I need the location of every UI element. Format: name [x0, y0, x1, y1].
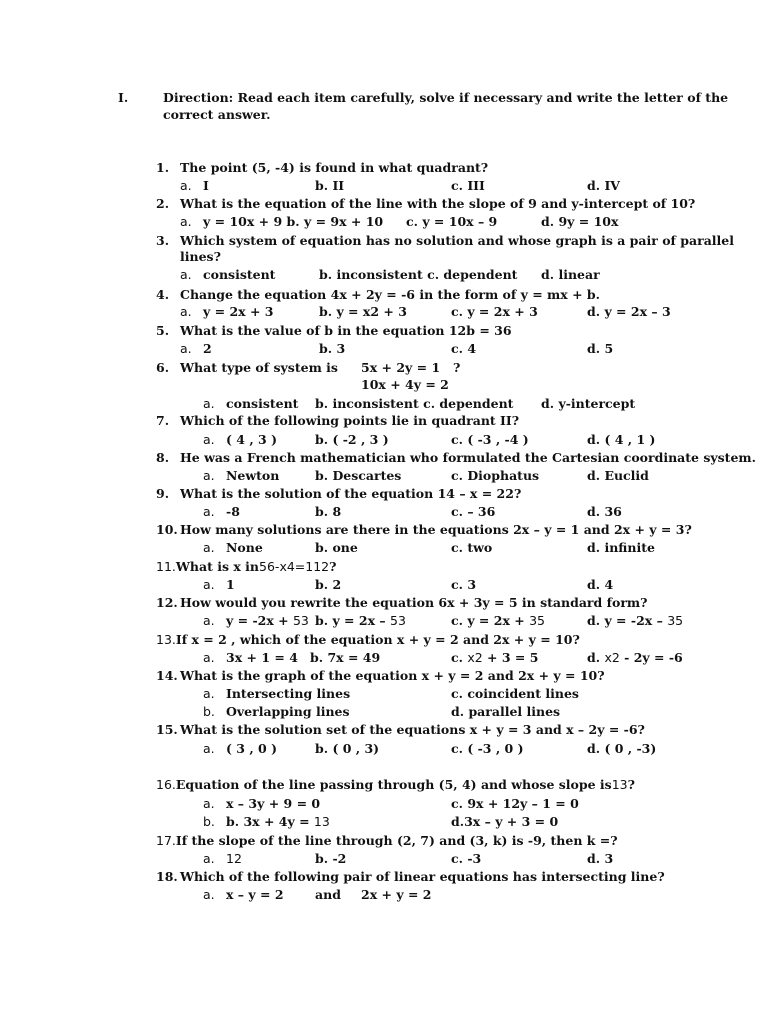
option-b: b. ( -2 , 3 ) [315, 432, 389, 447]
option-letter: a. [180, 267, 192, 282]
option-letter: a. [203, 577, 215, 592]
question-number: 17. [156, 833, 176, 848]
question-line [156, 632, 580, 648]
option-c: c. -3 [451, 851, 482, 866]
option-letter: a. [203, 540, 215, 555]
option-c-fraction: 35 [529, 613, 545, 628]
option-c-rest: + 3 = 5 [482, 650, 539, 665]
option-a: ( 3 , 0 ) [226, 741, 277, 756]
option-a [226, 613, 309, 629]
option-c: c. coincident lines [451, 686, 579, 701]
option-c: c. III [451, 178, 485, 193]
option-letter: a. [180, 178, 192, 193]
question-text: How many solutions are there in the equations 2x – y = 1 and 2x + y = 3? [180, 522, 692, 537]
option-b-text: b. y = 2x – [315, 613, 390, 628]
option-d-term: x2 [604, 650, 620, 665]
option-b-fraction: 13 [313, 814, 330, 829]
option-b: b. 2 [315, 577, 342, 592]
question-number: 18. [156, 869, 178, 884]
question-number: 7. [156, 413, 170, 428]
question-text: If the slope of the line through (2, 7) and (3, k) is -9, then k =? [175, 833, 618, 848]
option-c [451, 613, 545, 629]
option-d: d. 3 [587, 851, 614, 866]
option-b-text: b. 3x + 4y = [226, 814, 314, 829]
option-letter: a. [203, 851, 215, 866]
question-number: 4. [156, 287, 170, 302]
option-a-b: y = 10x + 9 b. y = 9x + 10 [203, 214, 384, 229]
question-number: 2. [156, 196, 170, 211]
equation-1: 5x + 2y = 1 [361, 360, 441, 375]
option-a-equation-2: 2x + y = 2 [361, 887, 432, 902]
option-a: None [226, 540, 263, 555]
question-number-text: 11. [156, 559, 176, 574]
equation-2: 10x + 4y = 2 [361, 377, 449, 392]
option-a: y = 2x + 3 [203, 304, 274, 319]
option-letter: a. [203, 686, 215, 701]
question-text: What is the solution set of the equations x + y = 3 and x – 2y = -6? [180, 722, 645, 737]
option-c: c. ( -3 , 0 ) [451, 741, 524, 756]
question-number: 8. [156, 450, 170, 465]
option-a: 12 [226, 851, 242, 866]
question-number: 6. [156, 360, 170, 375]
question-number: 3. [156, 233, 170, 248]
question-number [156, 559, 336, 575]
option-c-letter: c. [451, 650, 468, 665]
option-d: d. 5 [587, 341, 614, 356]
option-c [451, 650, 538, 666]
question-mark: ? [453, 360, 461, 375]
option-d-rest: - 2y = -6 [619, 650, 683, 665]
option-c: c. two [451, 540, 493, 555]
direction-line-2: correct answer. [163, 107, 271, 122]
question-text: The point (5, -4) is found in what quadrant? [180, 160, 489, 175]
option-c: c. y = 10x – 9 [406, 214, 498, 229]
option-a: -8 [226, 504, 240, 519]
option-c: c. – 36 [451, 504, 496, 519]
option-b: Overlapping lines [226, 704, 350, 719]
option-d-fraction: 35 [667, 613, 684, 628]
option-b: b. 7x = 49 [310, 650, 381, 665]
option-a-fraction: 53 [292, 613, 309, 628]
option-d: d.3x – y + 3 = 0 [451, 814, 559, 829]
option-d [587, 613, 683, 629]
option-d: d. linear [541, 267, 600, 282]
option-b: b. 8 [315, 504, 342, 519]
option-a: consistent [226, 396, 299, 411]
option-a-text: y = -2x + [226, 613, 293, 628]
option-c: c. 4 [451, 341, 477, 356]
option-c: c. y = 2x + 3 [451, 304, 538, 319]
option-d: d. 36 [587, 504, 622, 519]
equation-inline: 56-x4=112 [259, 559, 330, 574]
question-line [156, 833, 618, 849]
option-a: ( 4 , 3 ) [226, 432, 277, 447]
question-number: 10. [156, 522, 178, 537]
question-number: 1. [156, 160, 170, 175]
option-a: 3x + 1 = 4 [226, 650, 298, 665]
option-d: d. IV [587, 178, 620, 193]
option-letter: a. [203, 741, 215, 756]
option-a: 2 [203, 341, 212, 356]
question-number: 15. [156, 722, 178, 737]
option-letter: a. [203, 432, 215, 447]
question-number: 13. [156, 632, 176, 647]
option-d-letter: d. [587, 650, 605, 665]
option-letter: b. [203, 814, 215, 829]
question-text: Which of the following pair of linear equations has intersecting line? [180, 869, 665, 884]
option-c-term: x2 [467, 650, 483, 665]
option-letter: a. [203, 887, 215, 902]
option-letter: a. [203, 796, 215, 811]
question-text: He was a French mathematician who formulated the Cartesian coordinate system. [180, 450, 756, 465]
question-text: Which system of equation has no solution and whose graph is a pair of parallel [180, 233, 734, 248]
option-b [315, 613, 406, 629]
option-b [226, 814, 330, 830]
option-b: b. 3 [319, 341, 346, 356]
question-mark: ? [627, 777, 635, 792]
option-d: d. Euclid [587, 468, 649, 483]
slope-fraction: 13 [611, 777, 628, 792]
option-letter: a. [180, 341, 192, 356]
option-a-and: and [315, 887, 341, 902]
option-letter: a. [203, 650, 215, 665]
option-b: b. -2 [315, 851, 347, 866]
question-text: What is x in [175, 559, 260, 574]
option-letter: a. [180, 214, 192, 229]
option-a: consistent [203, 267, 276, 282]
option-b-fraction: 53 [390, 613, 406, 628]
option-b: b. ( 0 , 3) [315, 741, 380, 756]
question-line [156, 777, 635, 793]
section-numeral: I. [118, 90, 129, 105]
question-number: 12. [156, 595, 178, 610]
option-letter: a. [203, 504, 215, 519]
option-b-c: b. inconsistent c. dependent [315, 396, 514, 411]
option-letter: a. [203, 396, 215, 411]
question-number: 14. [156, 668, 178, 683]
option-a: x – 3y + 9 = 0 [226, 796, 321, 811]
option-d-text: d. y = -2x – [587, 613, 668, 628]
option-b: b. Descartes [315, 468, 402, 483]
option-d: d. 9y = 10x [541, 214, 619, 229]
option-c-text: c. y = 2x + [451, 613, 530, 628]
option-letter: a. [203, 613, 215, 628]
option-a: 1 [226, 577, 235, 592]
option-letter: a. [180, 304, 192, 319]
question-text: Change the equation 4x + 2y = -6 in the form of y = mx + b. [180, 287, 601, 302]
option-d: d. y = 2x – 3 [587, 304, 671, 319]
option-b-c: b. inconsistent c. dependent [319, 267, 518, 282]
question-number: 9. [156, 486, 170, 501]
option-d: d. ( 0 , -3) [587, 741, 657, 756]
question-text-continued: lines? [180, 249, 221, 264]
question-text: Which of the following points lie in quadrant II? [180, 413, 520, 428]
option-a-equation-1: x – y = 2 [226, 887, 284, 902]
option-b: b. one [315, 540, 358, 555]
option-c: c. 9x + 12y – 1 = 0 [451, 796, 579, 811]
option-a: I [203, 178, 209, 193]
option-d: d. 4 [587, 577, 614, 592]
question-text: If x = 2 , which of the equation x + y = 2 and 2x + y = 10? [175, 632, 580, 647]
option-d: d. infinite [587, 540, 655, 555]
question-text: What is the graph of the equation x + y = 2 and 2x + y = 10? [180, 668, 605, 683]
option-letter: a. [203, 468, 215, 483]
option-a: Newton [226, 468, 280, 483]
question-mark: ? [329, 559, 337, 574]
option-c: c. 3 [451, 577, 477, 592]
option-d: d. parallel lines [451, 704, 561, 719]
option-d: d. y-intercept [541, 396, 636, 411]
option-c: c. ( -3 , -4 ) [451, 432, 529, 447]
option-b: b. II [315, 178, 345, 193]
question-number: 16. [156, 777, 176, 792]
question-text: What type of system is [180, 360, 338, 375]
question-text: Equation of the line passing through (5, 4) and whose slope is [175, 777, 612, 792]
question-text: What is the solution of the equation 14 – x = 22? [180, 486, 522, 501]
option-d: d. ( 4 , 1 ) [587, 432, 656, 447]
direction-line-1: Direction: Read each item carefully, solve if necessary and write the letter of the [163, 90, 729, 105]
option-b: b. y = x2 + 3 [319, 304, 407, 319]
option-d [587, 650, 683, 666]
question-text: What is the equation of the line with the slope of 9 and y-intercept of 10? [180, 196, 696, 211]
option-c: c. Diophatus [451, 468, 540, 483]
question-text: How would you rewrite the equation 6x + 3y = 5 in standard form? [180, 595, 648, 610]
option-a: Intersecting lines [226, 686, 351, 701]
question-number: 5. [156, 323, 170, 338]
option-letter: b. [203, 704, 215, 719]
question-text: What is the value of b in the equation 12b = 36 [180, 323, 512, 338]
